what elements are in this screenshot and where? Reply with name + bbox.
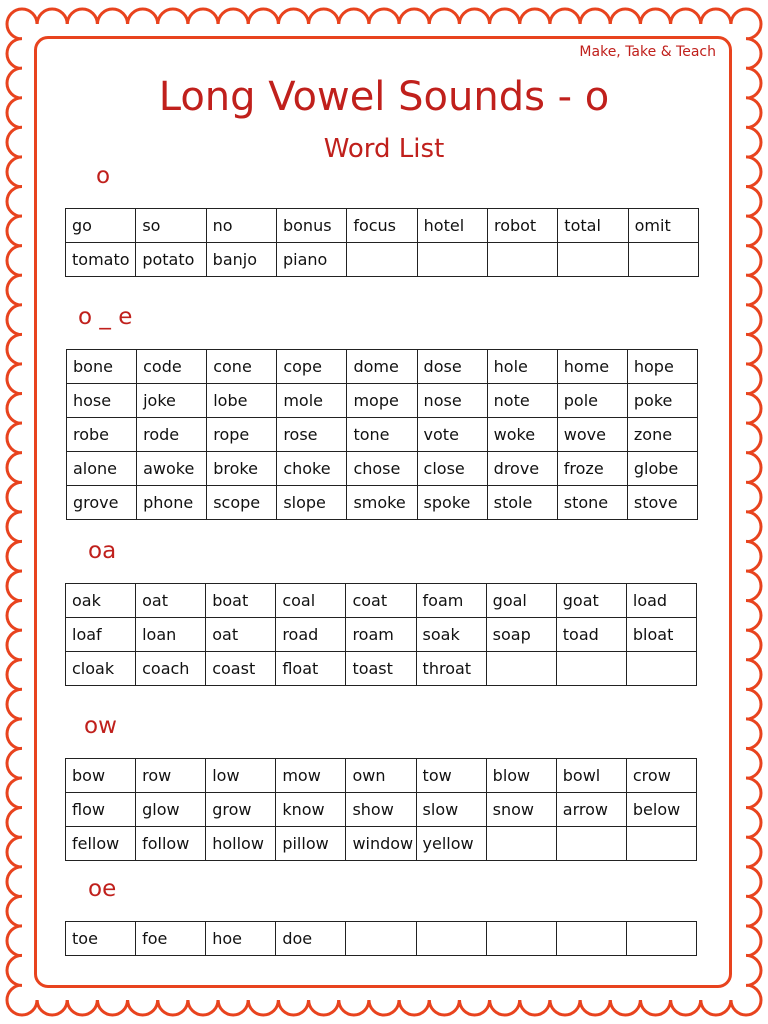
- word-cell: [558, 243, 628, 277]
- table-row: [66, 759, 697, 793]
- table-row: [66, 209, 699, 243]
- word-cell: show: [346, 793, 416, 827]
- word-cell: foe: [136, 922, 206, 956]
- word-cell: mole: [277, 384, 347, 418]
- word-cell: stole: [487, 486, 557, 520]
- publisher-credit: Make, Take & Teach: [579, 44, 716, 60]
- word-cell: [626, 827, 696, 861]
- word-cell: focus: [347, 209, 417, 243]
- word-cell: hole: [487, 350, 557, 384]
- word-cell: glow: [136, 793, 206, 827]
- word-cell: code: [137, 350, 207, 384]
- word-cell: tow: [416, 759, 486, 793]
- word-cell: blow: [486, 759, 556, 793]
- table-row: [66, 793, 697, 827]
- table-row: [67, 452, 698, 486]
- word-cell: know: [276, 793, 346, 827]
- word-cell: rope: [207, 418, 277, 452]
- word-cell: dose: [417, 350, 487, 384]
- word-cell: soak: [416, 618, 486, 652]
- word-cell: joke: [137, 384, 207, 418]
- word-cell: [486, 827, 556, 861]
- word-cell: broke: [207, 452, 277, 486]
- word-cell: throat: [416, 652, 486, 686]
- table-row: [66, 243, 699, 277]
- word-cell: globe: [627, 452, 697, 486]
- table-row: [66, 922, 697, 956]
- word-cell: slow: [416, 793, 486, 827]
- word-cell: total: [558, 209, 628, 243]
- word-cell: [556, 922, 626, 956]
- word-cell: lobe: [207, 384, 277, 418]
- word-cell: goat: [556, 584, 626, 618]
- word-cell: [556, 652, 626, 686]
- word-cell: window: [346, 827, 416, 861]
- word-cell: wove: [557, 418, 627, 452]
- word-cell: fellow: [66, 827, 136, 861]
- word-cell: oak: [66, 584, 136, 618]
- word-cell: [487, 243, 557, 277]
- word-cell: [556, 827, 626, 861]
- word-cell: drove: [487, 452, 557, 486]
- word-cell: flow: [66, 793, 136, 827]
- word-cell: stone: [557, 486, 627, 520]
- word-cell: toad: [556, 618, 626, 652]
- word-cell: foam: [416, 584, 486, 618]
- word-cell: hoe: [206, 922, 276, 956]
- table-row: [67, 418, 698, 452]
- word-cell: goal: [486, 584, 556, 618]
- word-cell: crow: [626, 759, 696, 793]
- word-cell: mope: [347, 384, 417, 418]
- word-cell: close: [417, 452, 487, 486]
- word-cell: vote: [417, 418, 487, 452]
- word-table-o-e: [66, 349, 698, 520]
- word-cell: [417, 243, 487, 277]
- word-cell: toe: [66, 922, 136, 956]
- word-cell: poke: [627, 384, 697, 418]
- word-cell: bow: [66, 759, 136, 793]
- word-cell: coast: [206, 652, 276, 686]
- word-cell: toast: [346, 652, 416, 686]
- word-cell: bone: [67, 350, 137, 384]
- word-cell: home: [557, 350, 627, 384]
- table-row: [67, 384, 698, 418]
- word-cell: oat: [136, 584, 206, 618]
- word-cell: loaf: [66, 618, 136, 652]
- word-cell: cloak: [66, 652, 136, 686]
- word-cell: banjo: [206, 243, 276, 277]
- word-cell: rose: [277, 418, 347, 452]
- word-cell: road: [276, 618, 346, 652]
- word-cell: mow: [276, 759, 346, 793]
- section-label-o: o: [96, 163, 111, 189]
- word-cell: go: [66, 209, 136, 243]
- word-cell: slope: [277, 486, 347, 520]
- word-cell: hose: [67, 384, 137, 418]
- word-cell: [486, 652, 556, 686]
- word-cell: rode: [137, 418, 207, 452]
- table-row: [67, 486, 698, 520]
- word-cell: load: [626, 584, 696, 618]
- word-cell: piano: [276, 243, 346, 277]
- word-cell: boat: [206, 584, 276, 618]
- word-cell: robe: [67, 418, 137, 452]
- word-cell: tomato: [66, 243, 136, 277]
- word-cell: [416, 922, 486, 956]
- word-cell: [486, 922, 556, 956]
- word-table-oa: [65, 583, 697, 686]
- word-cell: bloat: [626, 618, 696, 652]
- word-cell: spoke: [417, 486, 487, 520]
- word-cell: cone: [207, 350, 277, 384]
- word-cell: coat: [346, 584, 416, 618]
- table-row: [66, 652, 697, 686]
- word-cell: coal: [276, 584, 346, 618]
- word-table-oe: [65, 921, 697, 956]
- page-title: Long Vowel Sounds - o: [158, 74, 610, 120]
- word-cell: potato: [136, 243, 206, 277]
- word-cell: grove: [67, 486, 137, 520]
- section-label-ow: ow: [84, 713, 117, 739]
- word-cell: own: [346, 759, 416, 793]
- word-cell: below: [626, 793, 696, 827]
- word-cell: arrow: [556, 793, 626, 827]
- word-cell: hotel: [417, 209, 487, 243]
- word-cell: chose: [347, 452, 417, 486]
- word-cell: woke: [487, 418, 557, 452]
- word-cell: cope: [277, 350, 347, 384]
- table-row: [67, 350, 698, 384]
- page-subtitle: Word List: [323, 134, 445, 164]
- word-cell: hope: [627, 350, 697, 384]
- word-cell: froze: [557, 452, 627, 486]
- word-cell: zone: [627, 418, 697, 452]
- word-cell: dome: [347, 350, 417, 384]
- word-cell: oat: [206, 618, 276, 652]
- word-cell: doe: [276, 922, 346, 956]
- table-row: [66, 584, 697, 618]
- word-cell: scope: [207, 486, 277, 520]
- word-cell: bowl: [556, 759, 626, 793]
- word-cell: [347, 243, 417, 277]
- word-cell: omit: [628, 209, 698, 243]
- word-cell: nose: [417, 384, 487, 418]
- word-cell: low: [206, 759, 276, 793]
- word-cell: note: [487, 384, 557, 418]
- word-cell: follow: [136, 827, 206, 861]
- word-cell: loan: [136, 618, 206, 652]
- word-cell: robot: [487, 209, 557, 243]
- word-cell: hollow: [206, 827, 276, 861]
- word-cell: no: [206, 209, 276, 243]
- word-cell: [346, 922, 416, 956]
- word-cell: soap: [486, 618, 556, 652]
- word-cell: awoke: [137, 452, 207, 486]
- word-cell: [628, 243, 698, 277]
- word-cell: pole: [557, 384, 627, 418]
- word-cell: snow: [486, 793, 556, 827]
- table-row: [66, 618, 697, 652]
- word-cell: smoke: [347, 486, 417, 520]
- section-label-oa: oa: [88, 538, 117, 564]
- word-table-o: [65, 208, 699, 277]
- word-cell: grow: [206, 793, 276, 827]
- word-cell: phone: [137, 486, 207, 520]
- section-label-o-e: o _ e: [78, 304, 133, 330]
- word-cell: alone: [67, 452, 137, 486]
- word-cell: so: [136, 209, 206, 243]
- table-row: [66, 827, 697, 861]
- word-cell: yellow: [416, 827, 486, 861]
- word-cell: float: [276, 652, 346, 686]
- word-cell: [626, 652, 696, 686]
- word-cell: coach: [136, 652, 206, 686]
- word-table-ow: [65, 758, 697, 861]
- word-cell: choke: [277, 452, 347, 486]
- word-cell: bonus: [276, 209, 346, 243]
- word-cell: [626, 922, 696, 956]
- section-label-oe: oe: [88, 876, 117, 902]
- word-cell: stove: [627, 486, 697, 520]
- word-cell: pillow: [276, 827, 346, 861]
- word-cell: tone: [347, 418, 417, 452]
- word-cell: row: [136, 759, 206, 793]
- word-cell: roam: [346, 618, 416, 652]
